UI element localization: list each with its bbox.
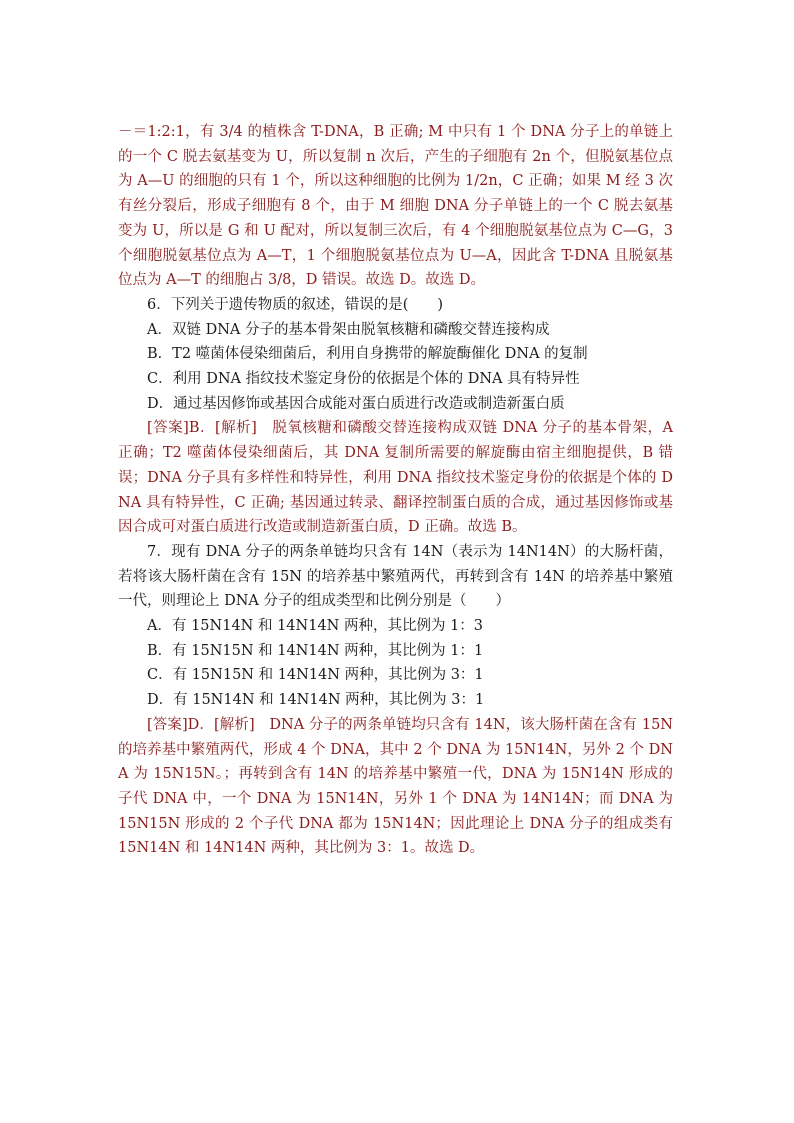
document-page xyxy=(118,120,673,861)
question-6-option-d: D．通过基因修饰或基因合成能对蛋白质进行改造或制造新蛋白质 xyxy=(147,395,565,412)
question-6-option-a: A．双链 DNA 分子的基本骨架由脱氧核糖和磷酸交替连接构成 xyxy=(147,321,550,338)
question-6-option-c: C．利用 DNA 指纹技术鉴定身份的依据是个体的 DNA 具有特异性 xyxy=(147,371,580,388)
continued-answer-paragraph: －＝1:2:1，有 3/4 的植株含 T-DNA，B 正确; M 中只有 1 个 DNA 分子上的单链上的一个 C 脱去氨基变为 U，所以复制 n 次后，产生的子细胞有 2n 个，但脱氨基位点为 A—U 的细胞的只有 1 个，所以这种细胞的比例为 1/2n，C 正确；如果 M 经 3 次有丝分裂后，形成子细胞有 8 个，由于 M 细胞 DNA 分子单链上的一个 C 脱去氨基变为 U，所以是 G 和 U 配对，所以复制三次后，有 4 个细胞脱氨基位点为 C—G，3 个细胞脱氨基位点为 A—T，1 个细胞脱氨基位点为 U—A，因此含 T-DNA 且脱氨基位点为 A—T 的细胞占 3/8，D 错误。故选 D。故选 D。 xyxy=(118,124,673,289)
question-7-stem: 7．现有 DNA 分子的两条单链均只含有 14N（表示为 14N14N）的大肠杆菌，若将该大肠杆菌在含有 15N 的培养基中繁殖两代，再转到含有 14N 的培养基中繁殖一代，则理论上 DNA 分子的组成类型和比例分别是（ ） xyxy=(118,543,673,610)
question-6-stem: 6．下列关于遗传物质的叙述，错误的是( ) xyxy=(147,296,444,313)
question-7-answer: [答案]D．[解析] DNA 分子的两条单链均只含有 14N，该大肠杆菌在含有 15N 的培养基中繁殖两代，形成 4 个 DNA，其中 2 个 DNA 为 15N14N，另外 2 个 DNA 为 15N15N。；再转到含有 14N 的培养基中繁殖一代，DNA 为 15N14N 形成的子代 DNA 中，一个 DNA 为 15N14N，另外 1 个 DNA 为 14N14N；而 DNA 为 15N15N 形成的 2 个子代 DNA 都为 15N14N；因此理论上 DNA 分子的组成类有 15N14N 和 14N14N 两种，其比例为 3：1。故选 D。 xyxy=(118,716,673,857)
question-7-option-d: D．有 15N14N 和 14N14N 两种，其比例为 3：1 xyxy=(147,692,485,709)
question-7-option-c: C．有 15N15N 和 14N14N 两种，其比例为 3：1 xyxy=(147,667,484,684)
question-7-option-a: A．有 15N14N 和 14N14N 两种，其比例为 1：3 xyxy=(147,618,484,635)
question-7-option-b: B．有 15N15N 和 14N14N 两种，其比例为 1：1 xyxy=(147,642,484,659)
question-6-answer: [答案]B．[解析] 脱氧核糖和磷酸交替连接构成双链 DNA 分子的基本骨架，A 正确；T2 噬菌体侵染细菌后，其 DNA 复制所需要的解旋酶由宿主细胞提供，B 错误；DNA 分子具有多样性和特异性，利用 DNA 指纹技术鉴定身份的依据是个体的 DNA 具有特异性，C 正确; 基因通过转录、翻译控制蛋白质的合成，通过基因修饰或基因合成可对蛋白质进行改造或制造新蛋白质，D 正确。故选 B。 xyxy=(118,420,673,536)
question-6-option-b: B．T2 噬菌体侵染细菌后，利用自身携带的解旋酶催化 DNA 的复制 xyxy=(147,346,588,363)
